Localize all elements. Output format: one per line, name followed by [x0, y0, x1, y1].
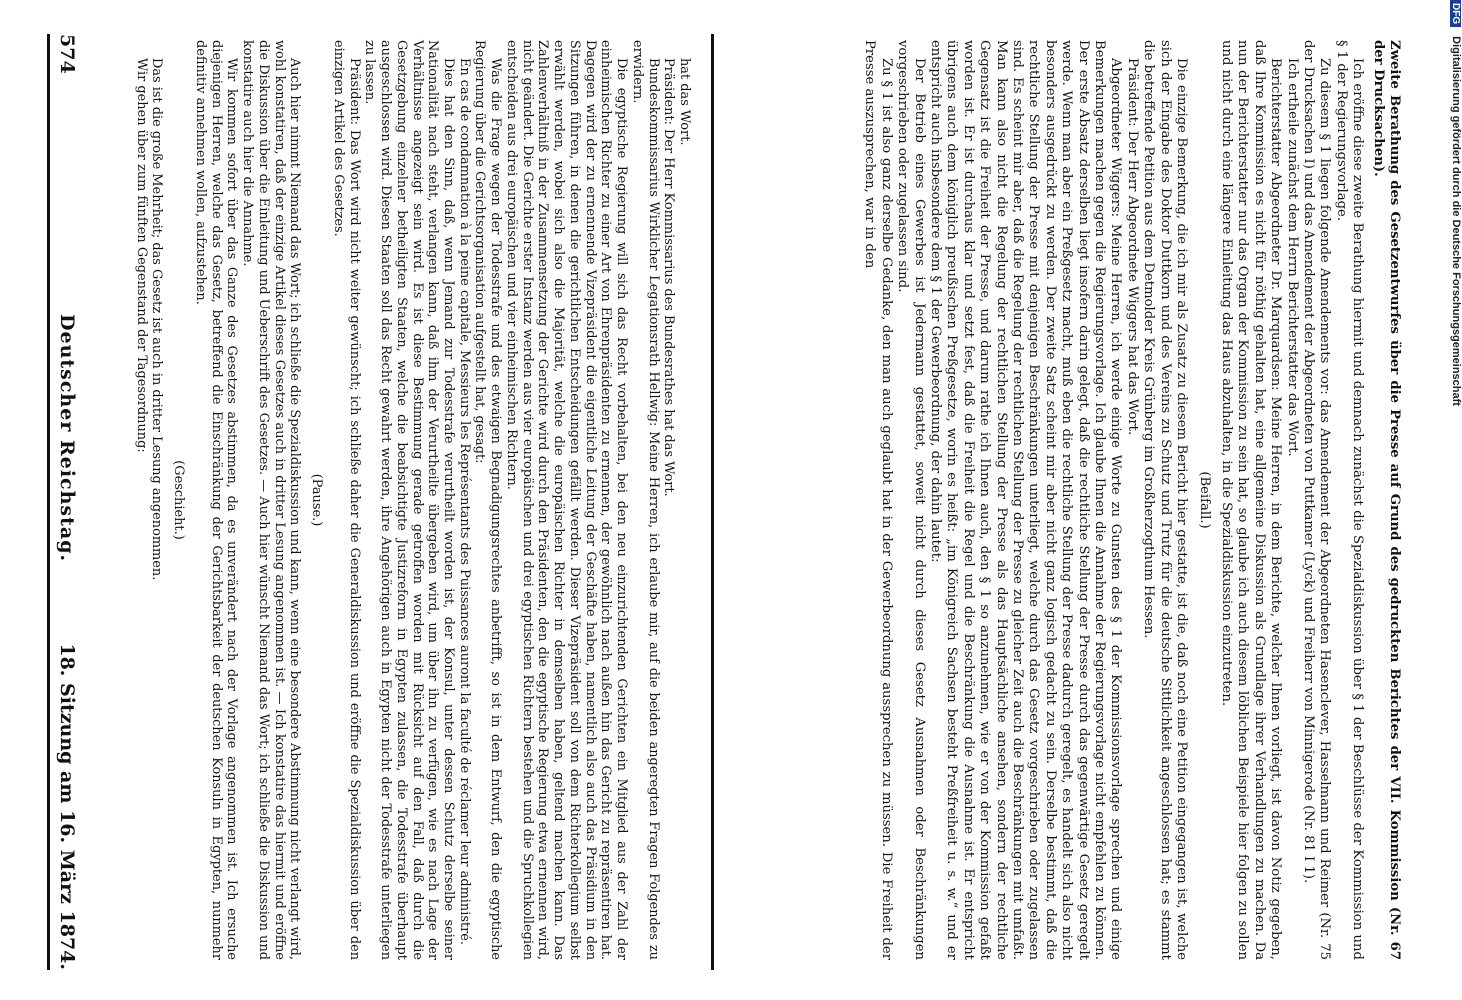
footer-credit [1440, 0, 1462, 1000]
paragraph: Das ist die große Mehrheit; das Gesetz ist auch in dritter Lesung angenommen. [149, 58, 165, 581]
paragraph: Zu diesem § 1 liegen folgende Amendements vor: das Amendement der Abgeordneten Hasenclever, Hasselmann und Reimer (Nr. 75 der Drucksachen I) und das Amendement der Abgeordneten von Puttkamer (Lyck) und Freiherr von Minnigerode (Nr. 81 I 1). [1300, 40, 1333, 960]
paragraph: Ich ertheile zunächst dem Herrn Berichterstatter das Wort. [1284, 58, 1300, 457]
paragraph: Bundeskommissarius Wirklicher Legationsrath Hellwig: Meine Herren, ich erlaube mir, auf die beiden angeregten Fragen Folgendes zu erwidern. [629, 40, 661, 960]
paragraph: hat das Wort. [677, 58, 692, 146]
paragraph: (Geschieht.) [171, 460, 187, 540]
paragraph: Abgeordneter Wiggers: Meine Herren, ich werde einige Worte zu Gunsten des § 1 der Kommissionsvorlage sprechen und einige Bemerkungen machen gegen die Regierungsvorlage. Ich glaube Ihnen die Annahme der Regierungsvorlage nicht empfehlen zu können. Der erste Absatz derselben liegt insofern darin gelegt, daß die rechtliche Stellung der Presse durch das gegenwärtige Gesetz geregelt werde. Wenn man aber ein Preßgesetz macht, muß eben die rechtliche Stellung der Presse dadurch geregelt, es handelt sich also nicht besonders ausgedrückt zu werden. Der zweite Satz scheint mir aber nicht ganz logisch gedacht zu sein. Derselbe bestimmt, daß die rechtliche Stellung der Presse mit denjenigen Beschränkungen unterliegt, welche durch das Gesetz vorgeschrieben oder zugelassen sind. Es scheint mir aber, daß die Regelung der rechtlichen Stellung der Presse zu gleicher Zeit auch die Beschränkungen mit umfaßt. Man kann also nicht die Regelung der rechtlichen Stellung der Presse als das Hauptsächliche ansehen, sondern der rechtliche Gegensatz ist die Freiheit der Presse, und darum rathe ich Ihnen auch, den § 1 so anzunehmen, wie er von der Kommission gefaßt worden ist. Er ist durchaus klar und setzt fest, daß die Freiheit die Regel und die Beschränkung die Ausnahme ist. Er entspricht übrigens auch dem königlich preußischen Preßgesetze, worin es heißt: „im Königreich Sachsen besteht Preßfreiheit u. s. w.“ und er entspricht auch insbesondere dem § 1 der Gewerbeordnung, der dahin lautet: [928, 40, 1124, 960]
digitization-credit: Digitalisierung gefördert durch die Deutsche Forschungsgemeinschaft [1450, 36, 1462, 406]
agenda-heading: Zweite Berathung des Gesetzentwurfes über die Presse auf Grund des gedruckten Berichtes der VII. Kommission (Nr. 67 der Drucksachen). [1370, 40, 1402, 960]
page-number: 574 [56, 34, 78, 74]
paragraph: (Pause.) [309, 473, 325, 527]
paragraph: En cas de condamnation à la peine capitale, Messieurs les Représentants des Puissances auront la faculté de réclamer leur administré. [456, 58, 472, 946]
paragraph: Präsident: Der Herr Abgeordnete Wiggers hat das Wort. [1124, 58, 1140, 436]
paragraph: Präsident: Das Wort wird nicht weiter gewünscht; ich schließe daher die Generaldiskussion und eröffne die Spezialdiskussion über den einzigen Artikel des Gesetzes. [330, 40, 362, 960]
paragraph: Präsident: Der Herr Kommissarius des Bundesrathes hat das Wort. [661, 58, 677, 497]
paragraph: Die einzige Bemerkung, die ich mir als Zusatz zu diesem Bericht hier gestatte, ist die, daß noch eine Petition eingegangen ist, welche sich der Eingabe des Doktor Duttkorn und des Vereins zu Schutz und Trutz für die deutsche Sittlichkeit angeschlossen hat; es stammt die betreffende Petition aus dem Detmolder Kreis Grünberg im Großherzogthum Hessen. [1141, 40, 1190, 960]
page-header [47, 34, 84, 970]
paragraph: Dies hat den Sinn, daß, wenn Jemand zur Todesstrafe verurtheilt worden ist, der Konsul, unter dessen Schutz derselbe seiner Nationalität nach steht, verlangen kann, daß ihm der Verurtheilte übergeben wird, um über ihn zu verfügen, wie es nach Lage der Verhältnisse angezeigt sein wird. Es ist diese Bestimmung gerade getroffen worden mit Rücksicht auf den Fall, daß durch die Gesetzgebung einzelner betheiligten Staaten, welche die beabsichtigte Justizreform in Egypten zulassen, die Todesstrafe überhaupt ausgeschlossen wird. Diesen Staaten soll das Recht gewahrt werden, ihre Angehörigen auch in Egypten nicht der Todesstrafe unterliegen zu lassen. [362, 40, 456, 960]
paragraph: Auch hier nimmt Niemand das Wort; ich schließe die Spezialdiskussion und kann, wenn eine besondere Abstimmung nicht verlangt wird, wohl konstatiren, daß der einzige Artikel dieses Gesetzes auch in dritter Lesung angenommen ist. — Ich konstatire das hiermit und eröffne die Diskussion über die Einleitung und Ueberschrift des Gesetzes. — Auch hier wünscht Niemand das Wort; ich schließe die Diskussion und konstatire auch hier die Annahme. [240, 40, 303, 960]
paragraph: Berichterstatter Abgeordneter Dr. Marquardsen: Meine Herren, in dem Berichte, welcher Ihnen vorliegt, ist davon Notiz gegeben, daß Ihre Kommission es nicht für nöthig gehalten hat, eine allgemeine Diskussion als Grundlage ihrer Verhandlungen zu machen. Da nun der Berichterstatter nur das Organ der Kommission zu sein hat, so glaube ich auch diesem löblichen Beispiele hier folgen zu sollen und nicht durch eine längere Einleitung das Haus abzuhalten, in die Spezialdiskussion einzutreten. [1218, 40, 1284, 960]
paragraph: (Beifall.) [1196, 471, 1212, 529]
session-date: 18. Sitzung am 16. März 1874. [56, 643, 78, 970]
paragraph: Der Betrieb eines Gewerbes ist Jedermann gestattet, soweit nicht durch dieses Gesetz Ausnahmen oder Beschränkungen vorgeschrieben oder zugelassen sind. [895, 40, 927, 960]
column-left [102, 40, 692, 960]
paragraph: Wir gehen über zum fünften Gegenstand der Tagesordnung: [133, 58, 149, 453]
dfg-logo: DFG [1450, 0, 1461, 27]
column-divider [711, 34, 714, 970]
publication-title: Deutscher Reichstag. [56, 314, 78, 563]
paragraph: Was die Frage wegen der Todesstrafe und des etwaigen Begnadigungsrechtes anbetrifft, so ist in dem Entwurf, den die egyptische Regierung über die Gerichtsorganisation aufgestellt hat, gesagt: [472, 40, 504, 960]
paragraph: Ich eröffne diese zweite Berathung hiermit und demnach zunächst die Spezialdiskussion über § 1 der Beschlüsse der Kommission und § 1 der Regierungsvorlage. [1333, 40, 1366, 960]
column-right [722, 40, 1402, 960]
paragraph: Die egyptische Regierung will sich das Recht vorbehalten, bei den neu einzurichtenden Gerichten ein Mitglied aus der Zahl der einheimischen Richter zu einer Art von Ehrenpräsidenten zu ernennen, der gewöhnlich nach außen hin das Gericht zu repräsentiren hat. Dagegen wird der zu ernennende Vizepräsident die eigentliche Leitung der Geschäfte haben, namentlich also auch das Präsidium in den Sitzungen führen, in denen die gerichtlichen Entscheidungen gefällt werden. Dieser Vizepräsident soll von dem Richterkollegium selbst erwählt werden, wobei sich also die Majorität, welche die europäischen Richter in demselben haben, geltend machen kann. Das Zahlenverhältniß in der Zusammensetzung der Gerichte wird durch den Präsidenten, den die egyptische Regierung etwa ernennen wird, nicht geändert. Die Gerichte erster Instanz werden aus vier europäischen und drei egyptischen Richtern bestehen und die Spruchkollegien entscheiden aus drei europäischen und vier einheimischen Richtern. [503, 40, 630, 960]
paragraph: Wir kommen sofort über das Ganze des Gesetzes abstimmen, da es unverändert nach der Vorlage angenommen ist. Ich ersuche diejenigen Herren, welche das Gesetz, betreffend die Einschränkung der Gerichtsbarkeit der deutschen Konsuln in Egypten, nunmehr definitiv annehmen wollen, aufzustehen. [192, 40, 240, 960]
paragraph: Zu § 1 ist also ganz derselbe Gedanke, den man auch geglaubt hat in der Gewerbeordnung aussprechen zu müssen. Die Freiheit der Presse auszusprechen, war in den [862, 40, 894, 960]
